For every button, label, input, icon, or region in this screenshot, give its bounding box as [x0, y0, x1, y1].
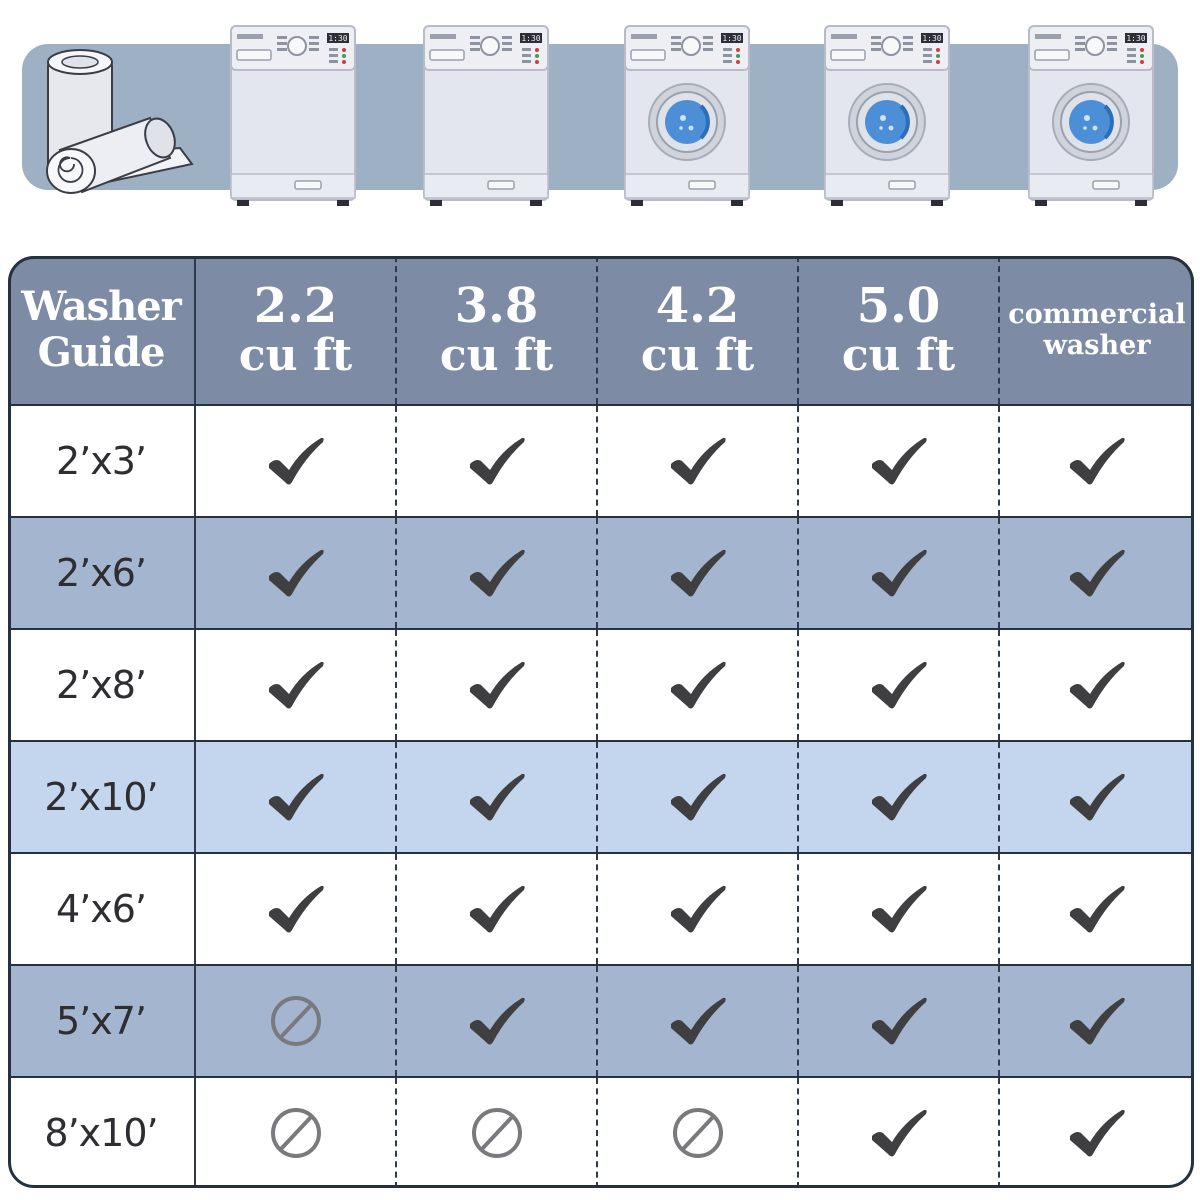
prohibited-icon [466, 1102, 528, 1164]
fit-cell [196, 742, 397, 852]
column-header [1000, 256, 1194, 404]
fit-cell [598, 518, 799, 628]
check-icon [868, 1102, 930, 1164]
check-icon [265, 654, 327, 716]
fit-cell [196, 630, 397, 740]
fit-cell [799, 1078, 1000, 1188]
column-header-line1: 5.0 [856, 278, 941, 334]
table-row [8, 628, 1194, 740]
check-icon [868, 878, 930, 940]
rolled-rug-icon [30, 40, 200, 210]
prohibited-icon [667, 1102, 729, 1164]
washer-guide-table [8, 256, 1194, 1188]
check-icon [466, 542, 528, 604]
fit-cell [397, 854, 598, 964]
check-icon [667, 654, 729, 716]
rug-size-cell: 2’x6’ [8, 518, 196, 628]
check-icon [265, 766, 327, 828]
table-body [8, 404, 1194, 1188]
fit-cell [397, 1078, 598, 1188]
check-icon [466, 654, 528, 716]
check-icon [1066, 878, 1128, 940]
rug-size-cell: 2’x3’ [8, 406, 196, 516]
fit-cell [598, 1078, 799, 1188]
check-icon [667, 990, 729, 1052]
fit-cell [598, 630, 799, 740]
column-header-line1: 3.8 [454, 278, 539, 334]
check-icon [667, 542, 729, 604]
check-icon [1066, 1102, 1128, 1164]
check-icon [667, 766, 729, 828]
table-row [8, 516, 1194, 628]
fit-cell [1000, 966, 1194, 1076]
column-header [397, 256, 598, 404]
rug-size-cell: 8’x10’ [8, 1078, 196, 1188]
check-icon [868, 542, 930, 604]
fit-cell [799, 854, 1000, 964]
column-header [196, 256, 397, 404]
rug-size-cell: 2’x10’ [8, 742, 196, 852]
fit-cell [799, 406, 1000, 516]
check-icon [667, 878, 729, 940]
column-header-line1: 4.2 [655, 278, 740, 334]
fit-cell [799, 742, 1000, 852]
rug-size-cell: 4’x6’ [8, 854, 196, 964]
fit-cell [1000, 406, 1194, 516]
fit-cell [799, 518, 1000, 628]
column-header-line2: cu ft [640, 330, 755, 381]
column-header-line2: cu ft [439, 330, 554, 381]
front-load-washer-icon [623, 24, 751, 207]
check-icon [667, 430, 729, 492]
table-row [8, 740, 1194, 852]
table-row [8, 964, 1194, 1076]
fit-cell [397, 966, 598, 1076]
prohibited-icon [265, 990, 327, 1052]
fit-cell [196, 518, 397, 628]
prohibited-icon [265, 1102, 327, 1164]
check-icon [1066, 654, 1128, 716]
check-icon [1066, 430, 1128, 492]
fit-cell [397, 742, 598, 852]
corner-title-line2: Guide [37, 329, 165, 376]
table-row [8, 1076, 1194, 1188]
table-row [8, 404, 1194, 516]
fit-cell [1000, 630, 1194, 740]
check-icon [1066, 990, 1128, 1052]
column-header-line1: 2.2 [253, 278, 338, 334]
top-load-washer-icon [229, 24, 357, 207]
fit-cell [1000, 854, 1194, 964]
check-icon [868, 430, 930, 492]
check-icon [1066, 766, 1128, 828]
fit-cell [196, 966, 397, 1076]
column-header [799, 256, 1000, 404]
corner-title-line1: Washer [21, 283, 181, 330]
front-load-washer-icon [823, 24, 951, 207]
fit-cell [799, 966, 1000, 1076]
column-header [598, 256, 799, 404]
top-load-washer-icon [422, 24, 550, 207]
check-icon [265, 430, 327, 492]
column-header-line2: cu ft [238, 330, 353, 381]
fit-cell [598, 966, 799, 1076]
front-load-washer-icon [1027, 24, 1155, 207]
fit-cell [397, 518, 598, 628]
rug-size-cell: 5’x7’ [8, 966, 196, 1076]
check-icon [466, 878, 528, 940]
table-row [8, 852, 1194, 964]
check-icon [466, 430, 528, 492]
fit-cell [196, 854, 397, 964]
fit-cell [598, 854, 799, 964]
check-icon [868, 654, 930, 716]
column-header-line2: cu ft [841, 330, 956, 381]
check-icon [1066, 542, 1128, 604]
fit-cell [1000, 742, 1194, 852]
check-icon [868, 766, 930, 828]
check-icon [466, 990, 528, 1052]
fit-cell [397, 406, 598, 516]
fit-cell [196, 1078, 397, 1188]
check-icon [265, 878, 327, 940]
check-icon [466, 766, 528, 828]
check-icon [265, 542, 327, 604]
check-icon [868, 990, 930, 1052]
column-header-line2: washer [1043, 330, 1151, 361]
corner-title [8, 256, 196, 404]
fit-cell [196, 406, 397, 516]
table-header [8, 256, 1194, 404]
rug-size-cell: 2’x8’ [8, 630, 196, 740]
fit-cell [598, 742, 799, 852]
fit-cell [598, 406, 799, 516]
fit-cell [799, 630, 1000, 740]
column-header-line1: commercial [1008, 299, 1186, 330]
fit-cell [1000, 518, 1194, 628]
fit-cell [1000, 1078, 1194, 1188]
fit-cell [397, 630, 598, 740]
